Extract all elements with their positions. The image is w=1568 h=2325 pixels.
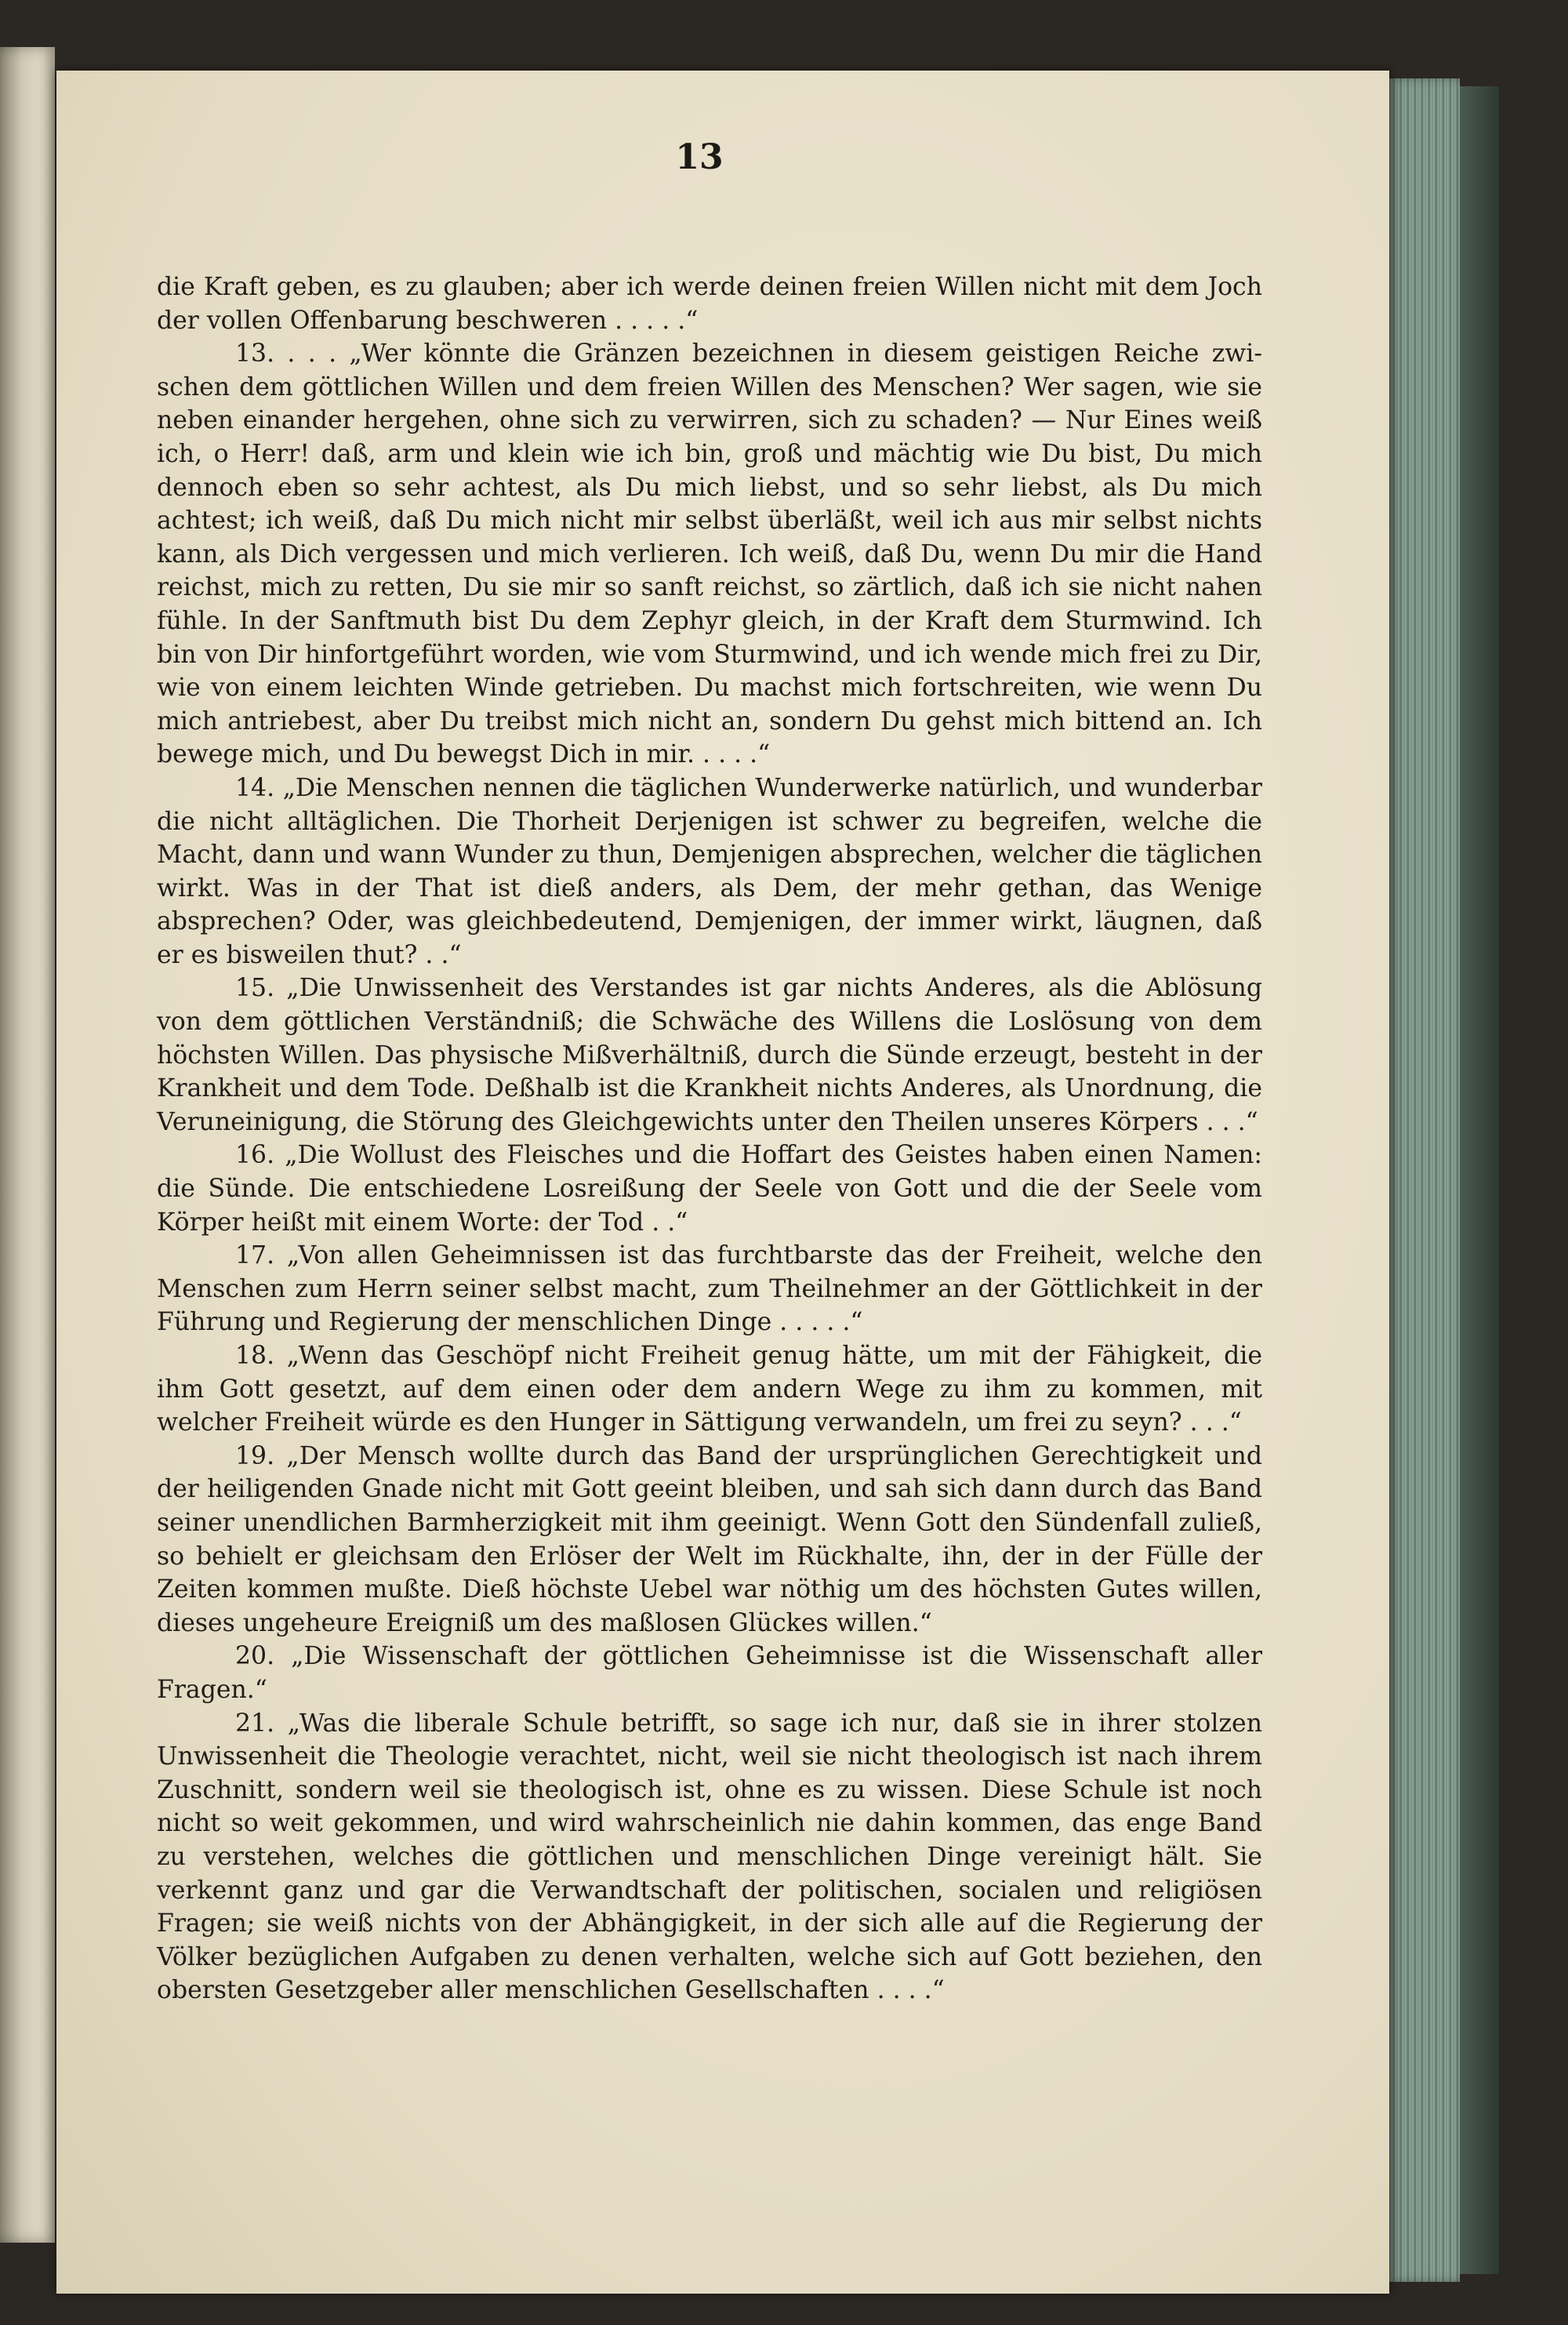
paragraph-18: 18. „Wenn das Geschöpf nicht Freiheit genug hätte, um mit der Fähigkeit, die ihm Gott gesetzt, auf dem einen oder dem andern Wege zu ihm zu kommen, mit welcher Freiheit würde es den Hunger in Sättigung verwandeln, um frei zu seyn? . . .“ <box>157 1342 1262 1437</box>
paragraph-13: 13. . . . „Wer könnte die Gränzen bezeichnen in diesem geistigen Reiche zwischen dem göttlichen Willen und dem freien Willen des Menschen? Wer sagen, wie sie neben einander hergehen, ohne sich zu verwirren, sich zu schaden? — Nur Eines weiß ich, o Herr! daß, arm und klein wie ich bin, groß und mächtig wie Du bist, Du mich dennoch eben so sehr achtest, als Du mich liebst, und so sehr liebst, als Du mich achtest; ich weiß, daß Du mich nicht mir selbst überläßt, weil ich aus mir selbst nichts kann, als Dich vergessen und mich verlieren. Ich weiß, daß Du, wenn Du mir die Hand reichst, mich zu retten, Du sie mir so sanft reichst, so zärtlich, daß ich sie nicht nahen fühle. In der Sanftmuth bist Du dem Zephyr gleich, in der Kraft dem Sturmwind. Ich bin von Dir hinfortgeführt worden, wie vom Sturmwind, und ich wende mich frei zu Dir, wie von einem leichten Winde getrieben. Du machst mich fortschreiten, wie wenn Du mich antriebest, aber Du treibst mich nicht an, sondern Du gehst mich bittend an. Ich bewege mich, und Du bewegst Dich in mir. . . . .“ <box>157 340 1262 769</box>
paragraph-21: 21. „Was die liberale Schule betrifft, so sage ich nur, daß sie in ihrer stolzen Unwissenheit die Theologie verachtet, nicht, weil sie nicht theologisch ist nach ihrem Zuschnitt, sondern weil sie theologisch ist, ohne es zu wissen. Diese Schule ist noch nicht so weit gekommen, und wird wahrscheinlich nie dahin kommen, das enge Band zu verstehen, welches die göttlichen und menschlichen Dinge vereinigt hält. Sie verkennt ganz und gar die Verwandtschaft der politischen, socialen und religiösen Fragen; sie weiß nichts von der Abhängigkeit, in der sich alle auf die Regierung der Völker bezüglichen Aufgaben zu denen verhalten, welche sich auf Gott beziehen, den obersten Gesetzgeber aller menschlichen Gesellschaften . . . .“ <box>157 1709 1262 2005</box>
page-number: 13 <box>675 137 724 177</box>
page-fore-edge <box>1389 78 1460 2282</box>
paragraph-14: 14. „Die Menschen nennen die täglichen Wunderwerke natürlich, und wunderbar die nicht alltäglichen. Die Thorheit Derjenigen ist schwer zu begreifen, welche die Macht, dann und wann Wunder zu thun, Demjenigen absprechen, welcher die täglichen wirkt. Was in der That ist dieß anders, als Dem, der mehr gethan, das Wenige absprechen? Oder, was gleichbedeutend, Demjenigen, der immer wirkt, läugnen, daß er es bisweilen thut? . .“ <box>157 773 1262 969</box>
paragraph-20: 20. „Die Wissenschaft der göttlichen Geheimnisse ist die Wissenschaft aller Fragen.“ <box>157 1642 1262 1704</box>
paragraph-16: 16. „Die Wollust des Fleisches und die Hoffart des Geistes haben einen Namen: die Sünde. Die entschiedene Losreißung der Seele von Gott und die der Seele vom Körper heißt mit einem Worte: der Tod . .“ <box>157 1141 1262 1237</box>
paragraph-continuation: die Kraft geben, es zu glauben; aber ich werde deinen freien Willen nicht mit dem Joch der vollen Offenbarung beschweren . . . . .“ <box>157 273 1262 335</box>
book-cover-edge <box>1460 86 1499 2274</box>
paragraph-19: 19. „Der Mensch wollte durch das Band der ursprünglichen Gerechtigkeit und der heiligenden Gnade nicht mit Gott geeint bleiben, und sah sich dann durch das Band seiner unendlichen Barmherzigkeit mit ihm geeinigt. Wenn Gott den Sündenfall zuließ, so behielt er gleichsam den Erlöser der Welt im Rückhalte, ihn, der in der Fülle der Zeiten kommen mußte. Dieß höchste Uebel war nöthig um des höchsten Gutes willen, dieses ungeheure Ereigniß um des maßlosen Glückes willen.“ <box>157 1441 1262 1637</box>
paragraph-15: 15. „Die Unwissenheit des Verstandes ist gar nichts Anderes, als die Ablösung von dem göttlichen Verständniß; die Schwäche des Willens die Loslösung von dem höchsten Willen. Das physische Mißverhältniß, durch die Sünde erzeugt, besteht in der Krankheit und dem Tode. Deßhalb ist die Krankheit nichts Anderes, als Unordnung, die Veruneinigung, die Störung des Gleichgewichts unter den Theilen unseres Körpers . . .“ <box>157 974 1262 1136</box>
page-text <box>157 271 1262 2007</box>
paragraph-17: 17. „Von allen Geheimnissen ist das furchtbarste das der Freiheit, welche den Menschen zum Herrn seiner selbst macht, zum Theilnehmer an der Göttlichkeit in der Führung und Regierung der menschlichen Dinge . . . . .“ <box>157 1241 1262 1337</box>
facing-page-edge <box>0 47 55 2243</box>
